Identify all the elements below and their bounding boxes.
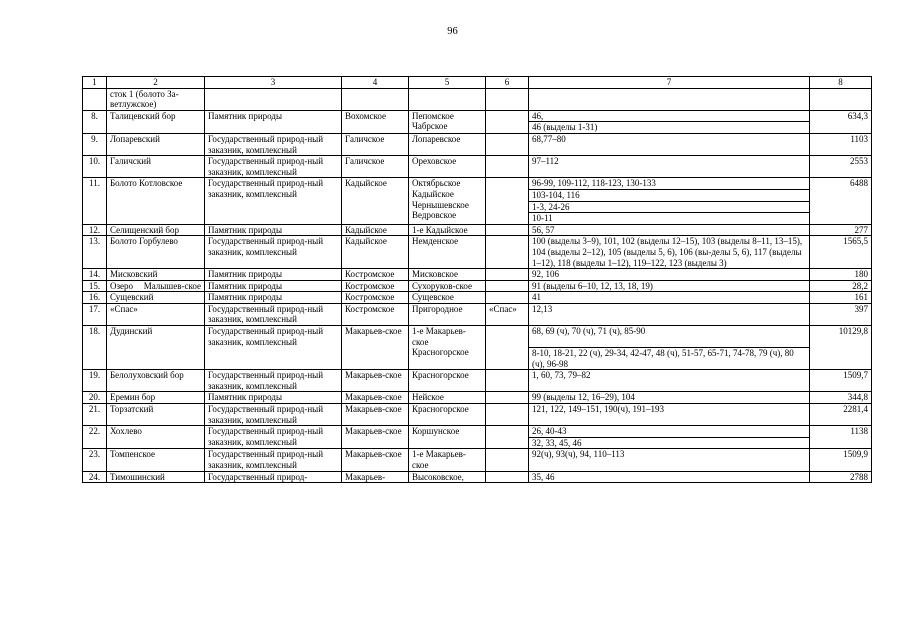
- area-cell: 28,2: [810, 280, 872, 292]
- forestry-cell: [409, 370, 486, 392]
- area-cell: 2788: [810, 471, 872, 483]
- plots-value: 103-104, 116: [529, 190, 809, 202]
- type-cell: Государственный природ-ный заказник, комплексный: [205, 449, 342, 471]
- forestry-name: Сущевское: [412, 292, 454, 303]
- type-cell: Государственный природ-ный заказник, комплексный: [205, 326, 342, 370]
- extra-cell: [486, 292, 529, 304]
- forestry-name: Красногорское: [412, 347, 469, 358]
- area-cell: [810, 88, 872, 110]
- plots-cell: [529, 178, 810, 224]
- forestry-cell: [409, 280, 486, 292]
- plots-value: 99 (выделы 12, 16–29), 104: [532, 392, 635, 403]
- forestry-cell: [409, 88, 486, 110]
- forestry-name: Пепомское: [412, 110, 454, 121]
- name-cell: Дудинский: [107, 326, 205, 370]
- area-cell: 397: [810, 303, 872, 325]
- table-row: [83, 269, 872, 281]
- plots-value: 46,: [529, 111, 809, 123]
- page-number: 96: [447, 26, 458, 37]
- type-cell: Государственный природ-ный заказник, комплексный: [205, 426, 342, 449]
- row-number-cell: 17.: [83, 303, 107, 325]
- area-cell: 6488: [810, 178, 872, 224]
- district-cell: Костромское: [342, 292, 409, 304]
- extra-cell: [486, 449, 529, 471]
- row-number-cell: 14.: [83, 269, 107, 281]
- plots-value: 100 (выделы 3–9), 101, 102 (выделы 12–15), 103 (выделы 8–11, 13–15), 104 (выделы 2–12), 105 (выделы 5, 6), 106 (вы-делы 5, 6), 117 (выделы 1–12), 118 (выделы 1–12), 119–122, 123 (выделы 3): [532, 236, 803, 268]
- table-row: [83, 236, 872, 269]
- type-cell: Государственный природ-ный заказник, комплексный: [205, 178, 342, 224]
- forestry-name: Ореховское: [412, 156, 457, 167]
- type-cell: Государственный природ-ный заказник, комплексный: [205, 404, 342, 426]
- district-cell: Кадыйское: [342, 178, 409, 224]
- forestry-cell: [409, 269, 486, 281]
- plots-value: 68, 69 (ч), 70 (ч), 71 (ч), 85-90: [532, 326, 646, 337]
- type-cell: Государственный природ-ный заказник, комплексный: [205, 370, 342, 392]
- header-cell: 5: [409, 77, 486, 89]
- protected-areas-table: [82, 76, 872, 483]
- plots-cell: [529, 326, 810, 370]
- forestry-cell: [409, 426, 486, 449]
- plots-value: 92(ч), 93(ч), 94, 110–113: [532, 449, 625, 460]
- forestry-name: Красногорское: [412, 404, 469, 415]
- plots-value: 68,77–80: [532, 133, 566, 144]
- plots-cell: [529, 156, 810, 178]
- type-cell: Государственный природ-ный заказник, комплексный: [205, 236, 342, 269]
- district-cell: Кадыйское: [342, 236, 409, 269]
- forestry-name: Высоковское,: [412, 471, 464, 482]
- name-cell: Хохлево: [107, 426, 205, 449]
- district-cell: Макарьев-ское: [342, 404, 409, 426]
- row-number-cell: 11.: [83, 178, 107, 224]
- forestry-name: Чернышевское: [412, 199, 469, 210]
- forestry-name: Мисковское: [412, 269, 458, 280]
- area-cell: 1138: [810, 426, 872, 449]
- plots-value: 1-3, 24-26: [529, 202, 809, 214]
- district-cell: Макарьев-: [342, 471, 409, 483]
- type-cell: Памятник природы: [205, 224, 342, 236]
- header-cell: 8: [810, 77, 872, 89]
- type-cell: Памятник природы: [205, 110, 342, 133]
- forestry-name: Ведровское: [412, 210, 457, 221]
- area-cell: 1509,7: [810, 370, 872, 392]
- forestry-name: Немденское: [412, 236, 459, 247]
- plots-value: 91 (выделы 6–10, 12, 13, 18, 19): [532, 280, 653, 291]
- plots-value: 32, 33, 45, 46: [529, 437, 809, 449]
- table-row: [83, 110, 872, 133]
- plots-value: 121, 122, 149–151, 190(ч), 191–193: [532, 404, 665, 415]
- plots-cell: [529, 370, 810, 392]
- type-cell: Государственный природ-: [205, 471, 342, 483]
- name-cell: Галичский: [107, 156, 205, 178]
- plots-value: 41: [532, 292, 541, 303]
- row-number-cell: 10.: [83, 156, 107, 178]
- forestry-cell: [409, 224, 486, 236]
- area-cell: 161: [810, 292, 872, 304]
- area-cell: 1103: [810, 133, 872, 155]
- header-cell: 4: [342, 77, 409, 89]
- plots-cell: [529, 292, 810, 304]
- name-cell: «Спас»: [107, 303, 205, 325]
- extra-cell: [486, 224, 529, 236]
- table-row: [83, 88, 872, 110]
- name-cell: Болото Горбулево: [107, 236, 205, 269]
- row-number-cell: 21.: [83, 404, 107, 426]
- forestry-name: 1-е Кадыйское: [412, 224, 468, 235]
- plots-cell: [529, 404, 810, 426]
- header-cell: 2: [107, 77, 205, 89]
- plots-value: 10-11: [532, 213, 553, 224]
- table-row: [83, 303, 872, 325]
- row-number-cell: 15.: [83, 280, 107, 292]
- extra-cell: [486, 178, 529, 224]
- plots-value: 8-10, 18-21, 22 (ч), 29-34, 42-47, 48 (ч), 51-57, 65-71, 74-78, 79 (ч), 80 (ч), 96-98: [529, 347, 809, 369]
- name-cell: Тимошинский: [107, 471, 205, 483]
- plots-value: 97–112: [532, 156, 559, 167]
- extra-cell: [486, 269, 529, 281]
- district-cell: Костромское: [342, 269, 409, 281]
- row-number-cell: 16.: [83, 292, 107, 304]
- forestry-cell: [409, 110, 486, 133]
- type-cell: Памятник природы: [205, 392, 342, 404]
- row-number-cell: 12.: [83, 224, 107, 236]
- row-number-cell: 24.: [83, 471, 107, 483]
- area-cell: 344,8: [810, 392, 872, 404]
- header-cell: 6: [486, 77, 529, 89]
- forestry-cell: [409, 303, 486, 325]
- name-cell: Талицевский бор: [107, 110, 205, 133]
- row-number-cell: 18.: [83, 326, 107, 370]
- table-row: [83, 133, 872, 155]
- name-cell: Томпенское: [107, 449, 205, 471]
- row-number-cell: [83, 88, 107, 110]
- forestry-name: Пригородное: [412, 303, 463, 314]
- type-cell: Памятник природы: [205, 280, 342, 292]
- name-cell: сток 1 (болото За-ветлужское): [107, 88, 205, 110]
- district-cell: Вохомское: [342, 110, 409, 133]
- table-row: [83, 392, 872, 404]
- name-cell: Сущевский: [107, 292, 205, 304]
- area-cell: 634,3: [810, 110, 872, 133]
- row-number-cell: 22.: [83, 426, 107, 449]
- name-cell: Лопаревский: [107, 133, 205, 155]
- forestry-name: Кадыйское: [412, 188, 454, 199]
- extra-cell: [486, 110, 529, 133]
- plots-value: 92, 106: [532, 269, 559, 280]
- extra-cell: [486, 426, 529, 449]
- district-cell: Макарьев-ское: [342, 426, 409, 449]
- header-cell: 1: [83, 77, 107, 89]
- forestry-cell: [409, 178, 486, 224]
- forestry-cell: [409, 392, 486, 404]
- plots-cell: [529, 392, 810, 404]
- row-number-cell: 13.: [83, 236, 107, 269]
- forestry-name: 1-е Макарьев-ское: [412, 326, 466, 347]
- name-cell: Еремин бор: [107, 392, 205, 404]
- area-cell: 2281,4: [810, 404, 872, 426]
- district-cell: Костромское: [342, 303, 409, 325]
- extra-cell: [486, 392, 529, 404]
- plots-cell: [529, 224, 810, 236]
- plots-cell: [529, 303, 810, 325]
- forestry-cell: [409, 326, 486, 370]
- row-number-cell: 20.: [83, 392, 107, 404]
- forestry-name: Сухоруков-ское: [412, 280, 472, 291]
- table-row: [83, 370, 872, 392]
- forestry-cell: [409, 449, 486, 471]
- extra-cell: [486, 133, 529, 155]
- extra-cell: [486, 326, 529, 370]
- name-cell: Селищенский бор: [107, 224, 205, 236]
- plots-value: 96-99, 109-112, 118-123, 130-133: [529, 178, 809, 190]
- forestry-name: Лопаревское: [412, 133, 461, 144]
- plots-cell: [529, 110, 810, 133]
- forestry-name: Октябрьское: [412, 178, 461, 189]
- row-number-cell: 19.: [83, 370, 107, 392]
- table-row: [83, 178, 872, 224]
- extra-cell: [486, 404, 529, 426]
- row-number-cell: 23.: [83, 449, 107, 471]
- table-row: [83, 156, 872, 178]
- plots-cell: [529, 269, 810, 281]
- table-row: [83, 224, 872, 236]
- area-cell: 1509,9: [810, 449, 872, 471]
- area-cell: 2553: [810, 156, 872, 178]
- name-cell: Мисковский: [107, 269, 205, 281]
- header-cell: 3: [205, 77, 342, 89]
- type-cell: [205, 88, 342, 110]
- row-number-cell: 9.: [83, 133, 107, 155]
- district-cell: Макарьев-ское: [342, 392, 409, 404]
- district-cell: Макарьев-ское: [342, 449, 409, 471]
- area-cell: 10129,8: [810, 326, 872, 370]
- forestry-cell: [409, 292, 486, 304]
- district-cell: Кадыйское: [342, 224, 409, 236]
- type-cell: Государственный природ-ный заказник, комплексный: [205, 303, 342, 325]
- header-row: [83, 77, 872, 89]
- forestry-cell: [409, 236, 486, 269]
- extra-cell: «Спас»: [486, 303, 529, 325]
- table-row: [83, 404, 872, 426]
- district-cell: Макарьев-ское: [342, 370, 409, 392]
- plots-value: 56, 57: [532, 224, 555, 235]
- plots-value: 1, 60, 73, 79–82: [532, 370, 591, 381]
- table-row: [83, 280, 872, 292]
- type-cell: Государственный природ-ный заказник, комплексный: [205, 156, 342, 178]
- forestry-name: 1-е Макарьев-ское: [412, 449, 466, 470]
- extra-cell: [486, 156, 529, 178]
- table-row: [83, 449, 872, 471]
- area-cell: 277: [810, 224, 872, 236]
- name-cell: Белолуховский бор: [107, 370, 205, 392]
- type-cell: Государственный природ-ный заказник, комплексный: [205, 133, 342, 155]
- plots-cell: [529, 449, 810, 471]
- plots-cell: [529, 471, 810, 483]
- plots-value: 26, 40-43: [532, 426, 567, 437]
- extra-cell: [486, 471, 529, 483]
- type-cell: Памятник природы: [205, 292, 342, 304]
- header-cell: 7: [529, 77, 810, 89]
- extra-cell: [486, 370, 529, 392]
- district-cell: Галичское: [342, 133, 409, 155]
- table-row: [83, 471, 872, 483]
- plots-cell: [529, 280, 810, 292]
- name-cell: Болото Котловское: [107, 178, 205, 224]
- name-cell: Озеро Малышев-ское: [107, 280, 205, 292]
- plots-cell: [529, 426, 810, 449]
- name-cell: Торзатский: [107, 404, 205, 426]
- forestry-name: Коршунское: [412, 426, 460, 437]
- plots-value: 35, 46: [532, 471, 555, 482]
- table-row: [83, 292, 872, 304]
- district-cell: Макарьев-ское: [342, 326, 409, 370]
- extra-cell: [486, 88, 529, 110]
- forestry-name: Красногорское: [412, 370, 469, 381]
- extra-cell: [486, 280, 529, 292]
- plots-cell: [529, 133, 810, 155]
- district-cell: Костромское: [342, 280, 409, 292]
- district-cell: Галичское: [342, 156, 409, 178]
- extra-cell: [486, 236, 529, 269]
- forestry-cell: [409, 404, 486, 426]
- row-number-cell: 8.: [83, 110, 107, 133]
- type-cell: Памятник природы: [205, 269, 342, 281]
- plots-cell: [529, 88, 810, 110]
- area-cell: 180: [810, 269, 872, 281]
- forestry-name: Чабрское: [412, 121, 448, 132]
- forestry-cell: [409, 133, 486, 155]
- plots-value: 46 (выделы 1-31): [532, 122, 598, 133]
- forestry-cell: [409, 156, 486, 178]
- forestry-cell: [409, 471, 486, 483]
- forestry-name: Нейское: [412, 392, 444, 403]
- area-cell: 1565,5: [810, 236, 872, 269]
- table-row: [83, 426, 872, 449]
- table-row: [83, 326, 872, 370]
- district-cell: [342, 88, 409, 110]
- plots-value: 12,13: [532, 303, 553, 314]
- plots-cell: [529, 236, 810, 269]
